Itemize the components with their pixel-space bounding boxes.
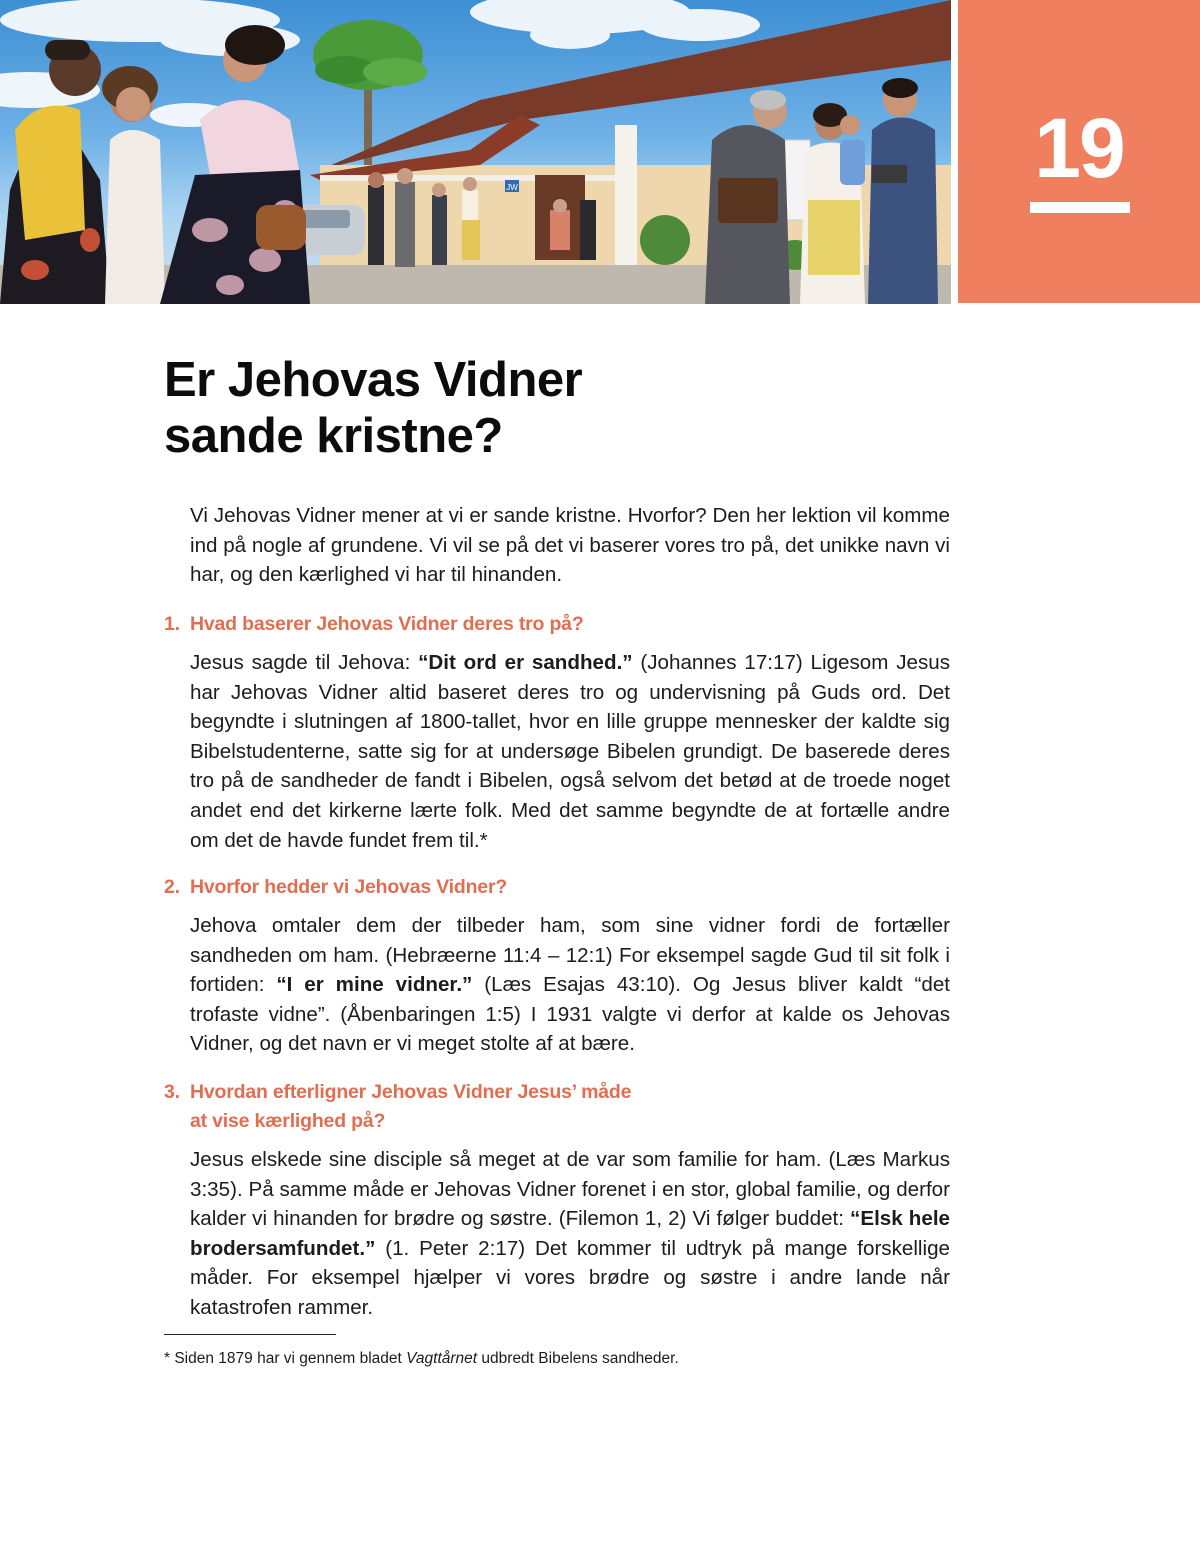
lesson-number-badge [958,0,1200,303]
answer-text: Jehova omtaler dem der tilbeder ham, som sine vidner fordi de fortæller sandheden om ham. (Hebræerne 11:4 – 12:1) For eksempel sagde Gud til sit folk i fortiden: [190,914,950,997]
family-group [705,78,938,304]
intro-paragraph: Vi Jehovas Vidner mener at vi er sande kristne. Hvorfor? Den her lektion vil komme ind på nogle af grundene. Vi vil se på det vi baserer vores tro på, det unikke navn vi har, og den kærlighed vi har til hinanden. [190,504,950,587]
question-text-line-2: at vise kærlighed på? [190,1110,386,1132]
question-2 [164,873,507,902]
answer-text: (Johannes 17:17) Ligesom Jesus har Jehovas Vidner altid baseret deres tro og undervisning på Guds ord. Det begyndte i slutningen af 1800-tallet, hvor en lille gruppe mennesker der kaldte sig Bibelstudenterne, satte sig for at undersøge Bibelen grundigt. De baserede deres tro på de sandheder de fandt i Bibelen, også selvom det betød at de troede noget andet end det kirkerne lærte folk. Med det samme begyndte de at fortælle andre om det de havde fundet frem til.* [190,651,950,852]
question-1 [164,610,584,639]
question-number: 3. [164,1081,180,1103]
question-3 [164,1078,631,1136]
page-title [164,352,864,464]
bible-quote: “Elsk hele brodersamfundet.” [190,1207,950,1260]
answer-text: (Læs Esajas 43:10). Og Jesus bliver kaldt “det trofaste vidne”. (Åbenbaringen 1:5) I 1931 valgte vi derfor at kalde os Jehovas Vidner, og det navn er vi meget stolte af at bære. [190,973,951,1056]
title-line-1: Er Jehovas Vidner [164,353,583,407]
answer-2 [190,911,950,1059]
footnote-text: * Siden 1879 har vi gennem bladet [164,1350,407,1367]
title-line-2: sande kristne? [164,409,503,463]
lesson-underline [1030,202,1130,213]
lesson-number: 19 [1034,101,1124,195]
answer-text: Jesus sagde til Jehova: [190,651,419,674]
answer-text: Jesus elskede sine disciple så meget at de var som familie for ham. (Læs Markus 3:35). På samme måde er Jehovas Vidner forenet i en stor, global familie, og derfor kalder vi hinanden for brødre og søstre. (Filemon 1, 2) Vi følger buddet: [190,1148,950,1231]
question-text-line-1: Hvordan efterligner Jehovas Vidner Jesus’ måde [190,1081,632,1103]
answer-1 [190,648,950,855]
footnote-publication: Vagttårnet [406,1350,478,1367]
footnote-text: udbredt Bibelens sandheder. [477,1350,679,1367]
three-women [0,25,310,304]
question-number: 2. [164,876,180,898]
jw-sign: JW [506,183,518,192]
footnote-divider [164,1334,336,1335]
answer-3 [190,1145,950,1323]
question-number: 1. [164,613,180,635]
bible-quote: “Dit ord er sandhed.” [418,651,633,674]
answer-text: (1. Peter 2:17) Det kommer til udtryk på mange forskellige måder. For eksempel hjælper vi vores brødre og søstre i andre lande når katastrofen rammer. [190,1236,950,1319]
footnote [164,1349,964,1369]
photo-illustration-icon [0,0,951,304]
question-text: Hvad baserer Jehovas Vidner deres tro på? [190,613,584,635]
bible-quote: “I er mine vidner.” [276,973,473,997]
question-text: Hvorfor hedder vi Jehovas Vidner? [190,876,508,898]
hero-photo [0,0,951,304]
